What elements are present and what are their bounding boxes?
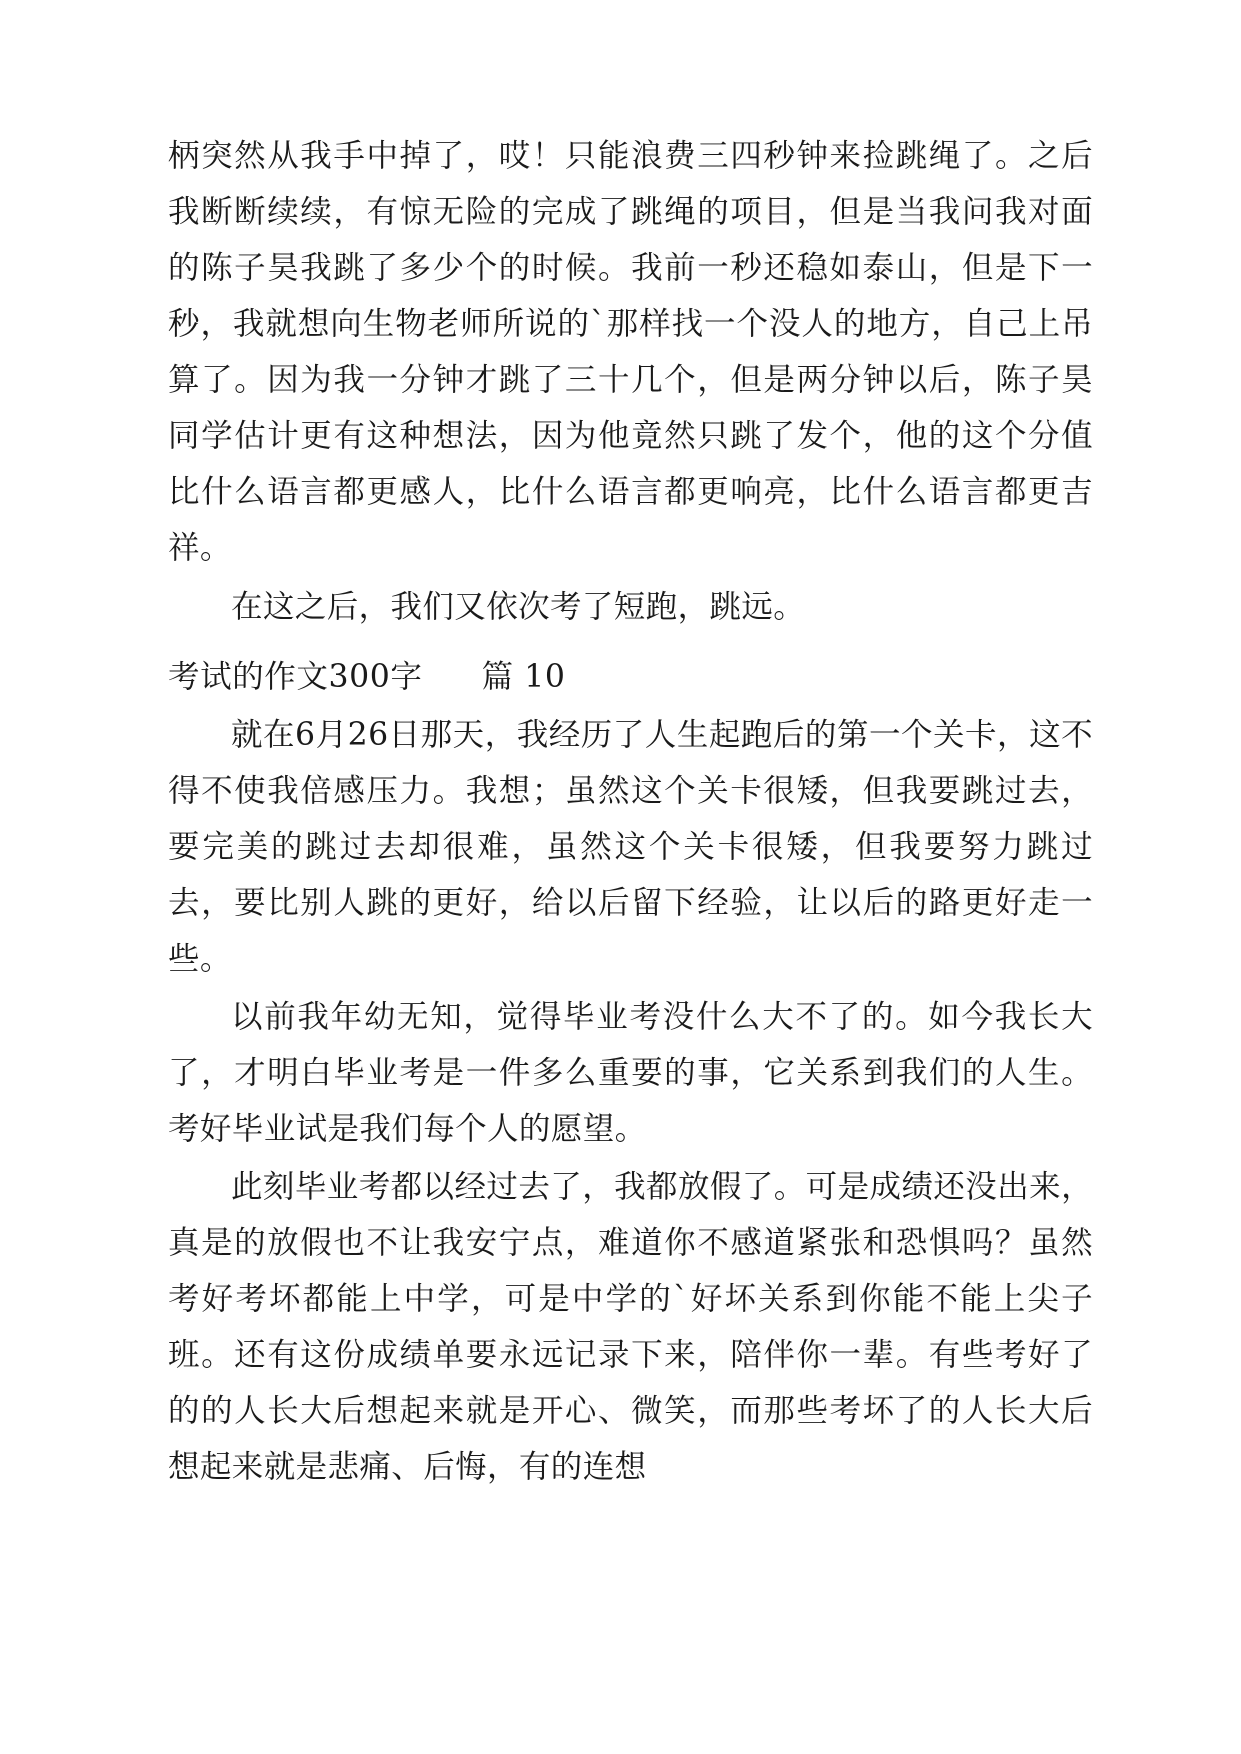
- paragraph: 就在6月26日那天，我经历了人生起跑后的第一个关卡，这不得不使我倍感压力。我想；虽然这个关卡很矮，但我要跳过去，要完美的跳过去却很难，虽然这个关卡很矮，但我要努力跳过去，要比别人跳的更好，给以后留下经验，让以后的路更好走一些。: [168, 716, 1093, 977]
- document-body: [168, 128, 1093, 1496]
- paragraph: 此刻毕业考都以经过去了，我都放假了。可是成绩还没出来，真是的放假也不让我安宁点，难道你不感道紧张和恐惧吗？虽然考好考坏都能上中学，可是中学的`好坏关系到你能不能上尖子班。还有这份成绩单要永远记录下来，陪伴你一辈。有些考好了的的人长大后想起来就是开心、微笑，而那些考坏了的人长大后想起来就是悲痛、后悔，有的连想: [168, 1169, 1093, 1486]
- paragraph: 柄突然从我手中掉了，哎！只能浪费三四秒钟来捡跳绳了。之后我断断续续，有惊无险的完成了跳绳的项目，但是当我问我对面的陈子昊我跳了多少个的时候。我前一秒还稳如泰山，但是下一秒，我就想向生物老师所说的`那样找一个没人的地方，自己上吊算了。因为我一分钟才跳了三十几个，但是两分钟以后，陈子昊同学估计更有这种想法，因为他竟然只跳了发个，他的这个分值比什么语言都更感人，比什么语言都更响亮，比什么语言都更吉祥。: [168, 138, 1093, 567]
- section-heading: [168, 649, 1093, 705]
- section-heading-title: 考试的作文300字: [168, 658, 423, 695]
- section-heading-label: 篇 10: [481, 658, 566, 695]
- paragraph: 在这之后，我们又依次考了短跑，跳远。: [231, 588, 806, 625]
- paragraph: 以前我年幼无知，觉得毕业考没什么大不了的。如今我长大了，才明白毕业考是一件多么重要的事，它关系到我们的人生。考好毕业试是我们每个人的愿望。: [168, 998, 1093, 1148]
